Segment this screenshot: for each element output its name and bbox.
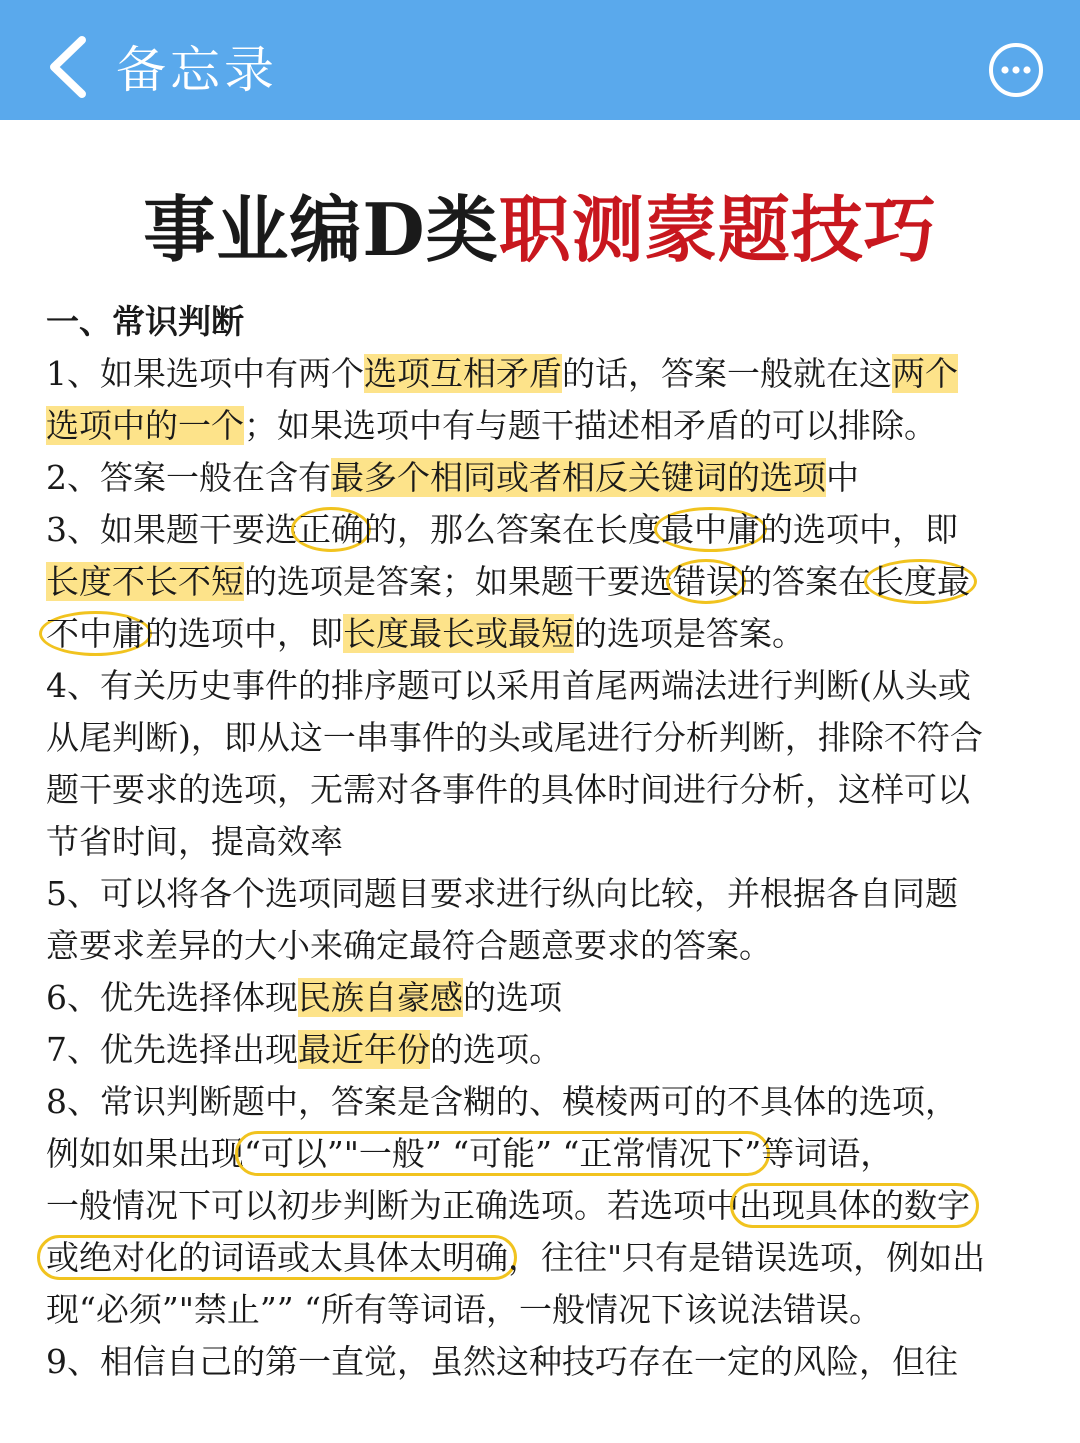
text: 的选项中，即 <box>145 614 343 653</box>
text: 的，那么答案在长度 <box>364 510 661 549</box>
item-9-line-1: 9、相信自己的第一直觉，虽然这种技巧存在一定的风险，但往 <box>46 1342 958 1381</box>
item-7-line-1 <box>46 1024 1046 1076</box>
text: 例如如果出现 <box>46 1134 244 1173</box>
highlight: 长度不长不短 <box>46 562 244 601</box>
item-8-line-4 <box>46 1232 1046 1284</box>
text: 6、优先选择体现 <box>46 978 298 1017</box>
text: 一般情况下可以初步判断为正确选项。若选项中 <box>46 1186 739 1225</box>
text: 7、优先选择出现 <box>46 1030 298 1069</box>
ellipsis-circle-icon[interactable] <box>988 42 1044 98</box>
circled-text: 正确 <box>291 507 371 552</box>
circled-text: 出现具体的数字 <box>730 1183 979 1228</box>
highlight: 选项互相矛盾 <box>364 354 562 393</box>
highlight: 最多个相同或者相反关键词的选项 <box>331 458 826 497</box>
nav-title: 备忘录 <box>116 41 278 99</box>
text: 的选项是答案；如果题干要选 <box>244 562 673 601</box>
highlight: 选项中的一个 <box>46 406 244 445</box>
title-part-red: 职测蒙题技巧 <box>498 187 937 272</box>
item-1-line-2 <box>46 400 1046 452</box>
text: 的选项 <box>463 978 562 1017</box>
item-3-line-2 <box>46 556 1046 608</box>
item-8-line-1: 8、常识判断题中，答案是含糊的、模棱两可的不具体的选项， <box>46 1082 958 1121</box>
page-title <box>0 172 1080 276</box>
highlight: 两个 <box>892 354 958 393</box>
item-8-line-5: 现“必须”"禁止”” “所有等词语，一般情况下该说法错误。 <box>46 1290 883 1329</box>
text: ；如果选项中有与题干描述相矛盾的可以排除。 <box>244 406 937 445</box>
chevron-left-icon[interactable] <box>44 34 92 100</box>
text: 的选项中，即 <box>760 510 958 549</box>
text: 的选项。 <box>430 1030 562 1069</box>
text: 2、答案一般在含有 <box>46 458 331 497</box>
highlight: 民族自豪感 <box>298 978 463 1017</box>
circled-text: “可以”"一般” “可能” “正常情况下” <box>235 1131 770 1176</box>
item-6-line-1 <box>46 972 1046 1024</box>
highlight: 最近年份 <box>298 1030 430 1069</box>
item-3-line-3 <box>46 608 1046 660</box>
item-4-line-1: 4、有关历史事件的排序题可以采用首尾两端法进行判断(从头或 <box>46 666 971 705</box>
item-2-line-1 <box>46 452 1046 504</box>
text: 的选项是答案。 <box>574 614 805 653</box>
section-heading: 一、常识判断 <box>46 302 244 341</box>
item-4-line-4: 节省时间，提高效率 <box>46 822 343 861</box>
item-5-line-1: 5、可以将各个选项同题目要求进行纵向比较，并根据各自同题 <box>46 874 958 913</box>
item-5-line-2: 意要求差异的大小来确定最符合题意要求的答案。 <box>46 926 772 965</box>
top-nav-bar <box>0 0 1080 120</box>
item-4-line-3: 题干要求的选项，无需对各事件的具体时间进行分析，这样可以 <box>46 770 970 809</box>
text: ，往往"只有是错误选项，例如出 <box>508 1238 986 1277</box>
text: 等词语， <box>761 1134 894 1173</box>
item-8-line-2 <box>46 1128 1046 1180</box>
circled-text: 最中庸 <box>654 507 767 552</box>
circled-text: 不中庸 <box>39 611 152 656</box>
title-part-black: 事业编D类 <box>143 187 499 272</box>
highlight: 长度最长或最短 <box>343 614 574 653</box>
note-content <box>46 296 1046 1388</box>
item-8-line-3 <box>46 1180 1046 1232</box>
text: 的答案在 <box>739 562 871 601</box>
circled-text: 长度最 <box>864 559 977 604</box>
text: 3、如果题干要选 <box>46 510 298 549</box>
text: 中 <box>826 458 859 497</box>
item-1-line-1 <box>46 348 1046 400</box>
circled-text: 错误 <box>666 559 746 604</box>
item-4-line-2: 从尾判断)，即从这一串事件的头或尾进行分析判断，排除不符合 <box>46 718 983 757</box>
text: 的话，答案一般就在这 <box>562 354 892 393</box>
text: 1、如果选项中有两个 <box>46 354 364 393</box>
circled-text: 或绝对化的词语或太具体太明确 <box>37 1235 517 1280</box>
item-3-line-1 <box>46 504 1046 556</box>
